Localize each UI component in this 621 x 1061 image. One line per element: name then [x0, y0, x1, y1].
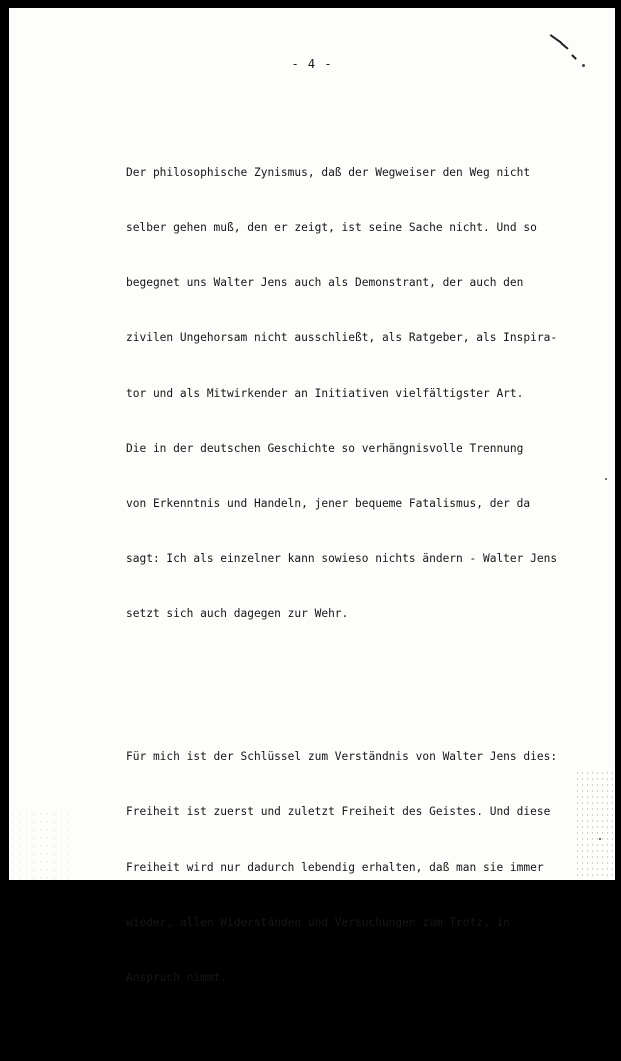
text-line: selber gehen muß, den er zeigt, ist seine Sache nicht. Und so: [126, 220, 537, 234]
scan-edge-noise: [9, 810, 69, 880]
scan-speck: [605, 478, 607, 480]
text-line: Freiheit wird nur dadurch lebendig erhalten, daß man sie immer: [126, 860, 544, 874]
page-number: - 4 -: [291, 57, 333, 71]
text-line: Der philosophische Zynismus, daß der Wegweiser den Weg nicht: [126, 165, 531, 179]
text-line: von Erkenntnis und Handeln, jener bequeme Fatalismus, der da: [126, 496, 531, 510]
document-page: [9, 8, 615, 985]
paragraph: [126, 127, 591, 661]
text-line: zivilen Ungehorsam nicht ausschließt, als Ratgeber, als Inspira-: [126, 331, 558, 345]
text-line: Anspruch nimmt.: [126, 971, 228, 985]
text-line: Für mich ist der Schlüssel zum Verständnis von Walter Jens dies:: [126, 750, 558, 764]
text-line: sagt: Ich als einzelner kann sowieso nichts ändern - Walter Jens: [126, 552, 558, 566]
text-line: Freiheit ist zuerst und zuletzt Freiheit des Geistes. Und diese: [126, 805, 551, 819]
text-line: wieder, allen Widerständen und Versuchungen zum Trotz, in: [126, 915, 510, 929]
scan-mark: [560, 42, 568, 49]
text-line: Die in der deutschen Geschichte so verhängnisvolle Trennung: [126, 441, 524, 455]
text-line: tor und als Mitwirkender an Initiativen vielfältigster Art.: [126, 386, 524, 400]
body-text: [126, 90, 591, 1061]
text-line: setzt sich auch dagegen zur Wehr.: [126, 607, 349, 621]
paragraph: [126, 711, 591, 1024]
text-line: begegnet uns Walter Jens auch als Demonstrant, der auch den: [126, 276, 524, 290]
